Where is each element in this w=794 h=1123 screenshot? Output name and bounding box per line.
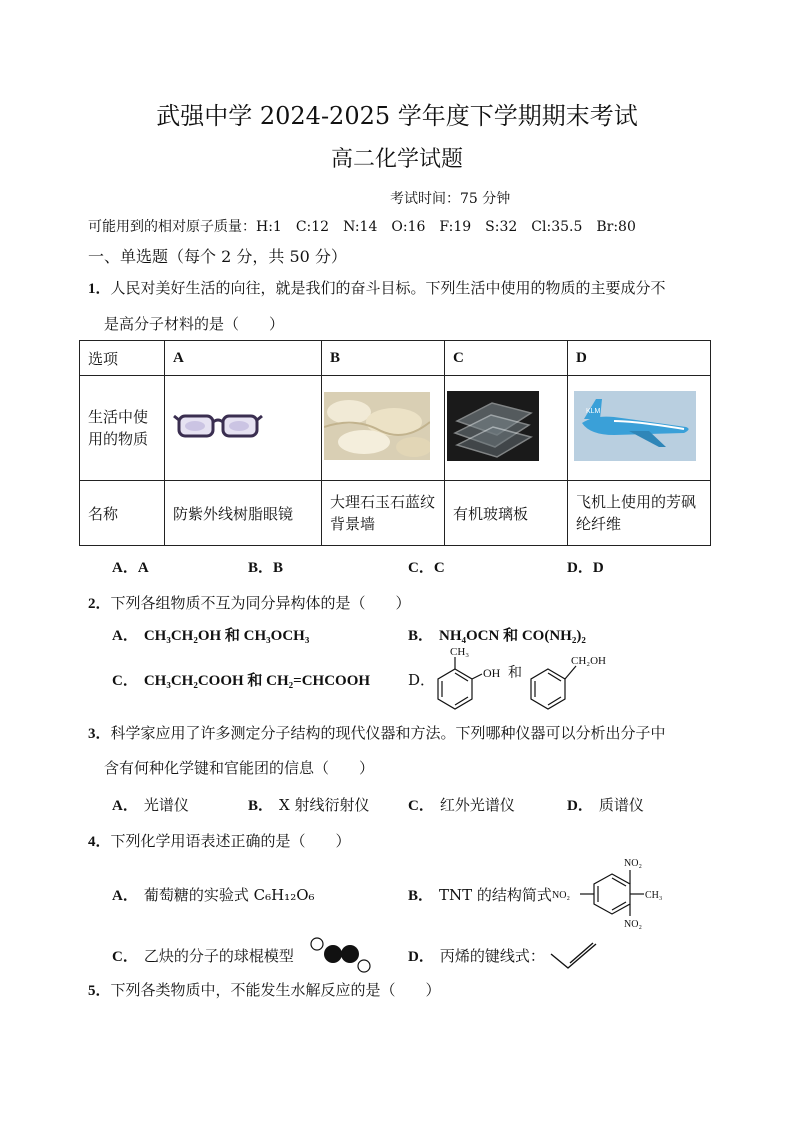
- q4-option-d[interactable]: [408, 945, 545, 966]
- oh-label: OH: [483, 666, 501, 680]
- option-text: 光谱仪: [143, 796, 189, 814]
- tnt-structure: [552, 852, 672, 932]
- propene-skeletal-icon: [548, 938, 604, 972]
- option-label: A．: [112, 888, 138, 904]
- exam-time: 考试时间：75 分钟: [390, 191, 511, 207]
- q2-number: 2．: [88, 596, 111, 612]
- table-cell: 有机玻璃板: [445, 481, 568, 546]
- q3-option-d[interactable]: [567, 794, 644, 815]
- table-cell: 飞机上使用的芳砜纶纤维: [568, 481, 711, 546]
- option-text: 红外光谱仪: [439, 796, 515, 814]
- q4-stem: 下列化学用语表述正确的是（ ）: [110, 832, 351, 850]
- q4-option-b[interactable]: [408, 884, 552, 905]
- option-text: X 射线衍射仪: [279, 796, 370, 814]
- no2-label: NO₂: [624, 858, 642, 869]
- atomic-mass: N:14: [343, 219, 378, 235]
- atomic-mass: F:19: [439, 219, 472, 235]
- benzyl-alcohol-structure: [531, 666, 576, 709]
- atomic-mass: C:12: [295, 219, 330, 235]
- q1-line1: [88, 277, 666, 298]
- table-header-cell: A: [165, 341, 322, 376]
- and-label: 和: [508, 665, 522, 681]
- plane-logo: KLM: [586, 408, 601, 415]
- q3-line1: [88, 722, 666, 743]
- q5-stem-line: [88, 979, 441, 1000]
- q4-option-a[interactable]: [112, 884, 315, 905]
- q1-stem-2: 是高分子材料的是（ ）: [104, 315, 285, 333]
- q5-stem: 下列各类物质中，不能发生水解反应的是（ ）: [110, 981, 441, 999]
- atomic-mass: O:16: [391, 219, 426, 235]
- q3-stem-1: 科学家应用了许多测定分子结构的现代仪器和方法。下列哪种仪器可以分析出分子中: [110, 724, 666, 742]
- no2-label: NO₂: [552, 890, 570, 901]
- table-cell: 防紫外线树脂眼镜: [165, 481, 322, 546]
- table-row-label: 生活中使用的物质: [80, 376, 165, 481]
- tnt-ring: [580, 870, 644, 916]
- option-label: A．: [112, 628, 138, 644]
- exam-title: 武强中学 2024-2025 学年度下学期期末考试: [156, 102, 638, 130]
- atomic-masses-label: 可能用到的相对原子质量：: [88, 219, 256, 235]
- q3-option-b[interactable]: [248, 794, 369, 815]
- q4-stem-line: [88, 830, 351, 851]
- table-header-cell: C: [445, 341, 568, 376]
- no2-label: NO₂: [624, 919, 642, 930]
- ch3-label: CH₃: [645, 890, 663, 901]
- q3-number: 3．: [88, 726, 111, 742]
- ch2oh-label: CH₂OH: [571, 655, 607, 667]
- atomic-masses: [88, 216, 636, 236]
- option-text: CH₃CH₂OH 和 CH₃OCH₃: [143, 628, 310, 644]
- option-text: CH₃CH₂COOH 和 CH₂=CHCOOH: [143, 673, 371, 689]
- q2-option-d-structures: [430, 644, 630, 714]
- option-text: NH₄OCN 和 CO(NH₂)₂: [439, 628, 586, 644]
- option-label: D．: [408, 949, 434, 965]
- option-label: C．: [112, 673, 138, 689]
- q1-stem-1: 人民对美好生活的向往，就是我们的奋斗目标。下列生活中使用的物质的主要成分不: [110, 279, 666, 297]
- table-header-cell: 选项: [80, 341, 165, 376]
- exam-subtitle: 高二化学试题: [330, 147, 463, 172]
- option-label: C．: [408, 798, 434, 814]
- q3-option-c[interactable]: [408, 794, 515, 815]
- marble-wall-image: [322, 376, 445, 481]
- glasses-icon: [173, 406, 263, 446]
- plexiglass-image: [445, 376, 568, 481]
- atomic-mass: H:1: [256, 219, 282, 235]
- option-label: B．: [248, 798, 274, 814]
- q1-option-d[interactable]: D．D: [567, 560, 604, 576]
- q4-number: 4．: [88, 834, 111, 850]
- option-text: 葡萄糖的实验式 C₆H₁₂O₆: [143, 886, 315, 904]
- plexiglass-icon: [447, 391, 539, 461]
- airplane-icon: [574, 391, 696, 461]
- q1-table: [79, 340, 711, 546]
- option-text: 质谱仪: [598, 796, 644, 814]
- q5-number: 5．: [88, 983, 111, 999]
- table-cell: 大理石玉石蓝纹背景墙: [322, 481, 445, 546]
- option-label: B．: [408, 628, 434, 644]
- marble-texture-icon: [324, 392, 430, 460]
- option-label: D．: [567, 798, 593, 814]
- atomic-mass: S:32: [485, 219, 518, 235]
- o-cresol-structure: [438, 657, 482, 709]
- q1-option-b[interactable]: B．B: [248, 560, 284, 576]
- airplane-image: [568, 376, 711, 481]
- q2-option-d-label[interactable]: D．: [408, 671, 436, 689]
- table-header-cell: B: [322, 341, 445, 376]
- atomic-mass: Br:80: [596, 219, 636, 235]
- table-header-cell: D: [568, 341, 711, 376]
- option-text: 乙炔的分子的球棍模型: [143, 947, 294, 965]
- option-text: 丙烯的键线式：: [439, 947, 545, 965]
- q2-option-b[interactable]: [408, 624, 586, 645]
- q4-option-c[interactable]: [112, 945, 294, 966]
- q1-option-a[interactable]: A．A: [112, 560, 149, 576]
- ch3-label: CH₃: [450, 646, 470, 658]
- atomic-mass: Cl:35.5: [531, 219, 583, 235]
- acetylene-ball-stick-icon: [306, 934, 376, 976]
- option-text: TNT 的结构简式: [439, 886, 552, 904]
- option-label: B．: [408, 888, 434, 904]
- q2-option-c[interactable]: [112, 669, 370, 690]
- option-label: A．: [112, 798, 138, 814]
- q2-option-a[interactable]: [112, 624, 309, 645]
- glasses-image: [165, 376, 322, 481]
- q2-stem-line: [88, 592, 411, 613]
- section-heading: 一、单选题（每个 2 分，共 50 分）: [88, 247, 347, 266]
- table-row-label: 名称: [80, 481, 165, 546]
- q1-option-c[interactable]: C．C: [408, 560, 445, 576]
- q2-stem: 下列各组物质不互为同分异构体的是（ ）: [110, 594, 411, 612]
- q3-option-a[interactable]: [112, 794, 189, 815]
- option-label: C．: [112, 949, 138, 965]
- q3-stem-2: 含有何种化学键和官能团的信息（ ）: [104, 759, 375, 777]
- q1-number: 1．: [88, 281, 111, 297]
